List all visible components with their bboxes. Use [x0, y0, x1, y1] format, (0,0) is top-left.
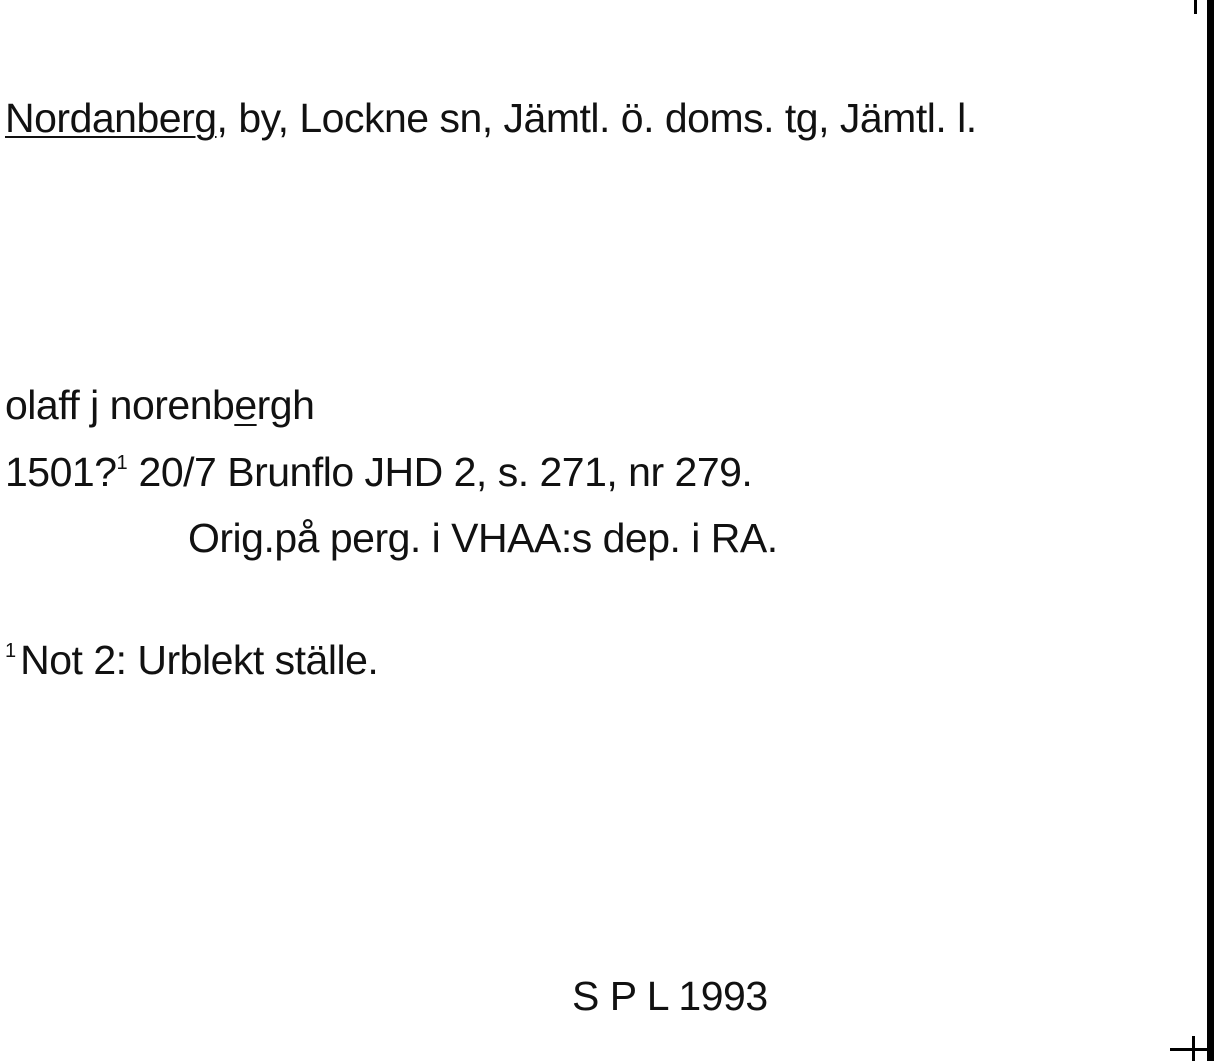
form-part-2: rgh — [256, 382, 315, 428]
place-description: , by, Lockne sn, Jämtl. ö. doms. tg, Jämtl. l. — [216, 95, 977, 141]
place-name: Nordanberg — [5, 95, 217, 141]
historical-form — [5, 382, 315, 428]
signature: S P L 1993 — [572, 973, 768, 1019]
card-edge-tick-bottom-vertical — [1192, 1036, 1195, 1061]
footnote-text: Not 2: Urblekt ställe. — [20, 637, 379, 683]
form-part-1: olaff j norenb — [5, 382, 235, 428]
entry-heading — [5, 95, 977, 141]
original-location: Orig.på perg. i VHAA:s dep. i RA. — [188, 515, 778, 561]
footnote-mark: 1 — [5, 640, 17, 662]
form-part-underlined: e — [234, 382, 257, 428]
footnote — [5, 637, 379, 683]
card-edge-line — [1207, 0, 1214, 1061]
source-year: 1501? — [5, 449, 117, 495]
source-note-mark: 1 — [116, 452, 128, 474]
card-edge-tick-bottom — [1170, 1048, 1207, 1051]
source-text: 20/7 Brunflo JHD 2, s. 271, nr 279. — [127, 449, 753, 495]
card-edge-tick-top — [1194, 0, 1197, 14]
source-reference — [5, 449, 753, 495]
